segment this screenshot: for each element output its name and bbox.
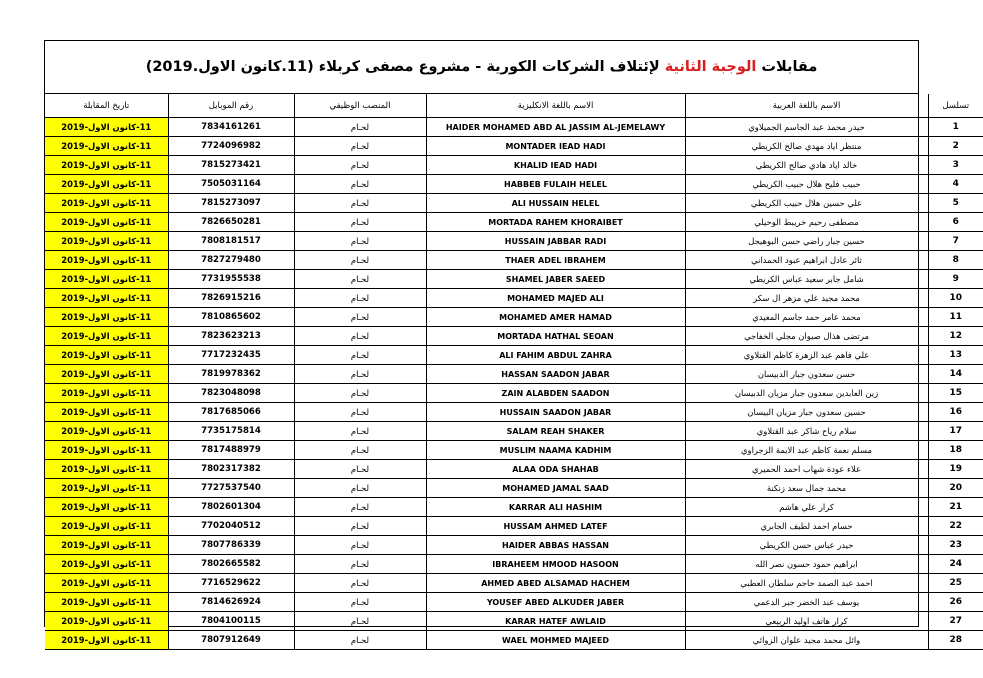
cell-seq: 23 xyxy=(928,536,983,555)
cell-arabic-name: حسين سعدون جبار مزيان البيسان xyxy=(685,403,928,422)
cell-position: لحـام xyxy=(294,156,426,175)
cell-english-name: MOHAMED JAMAL SAAD xyxy=(426,479,685,498)
cell-arabic-name: مرتضى هذال صيوان مجلي الخفاجي xyxy=(685,327,928,346)
cell-date: 11-كانون الاول-2019 xyxy=(45,251,168,270)
cell-date: 11-كانون الاول-2019 xyxy=(45,289,168,308)
cell-position: لحـام xyxy=(294,232,426,251)
cell-seq: 18 xyxy=(928,441,983,460)
cell-seq: 13 xyxy=(928,346,983,365)
cell-arabic-name: كرار هاتف اوليد الربيعي xyxy=(685,612,928,631)
cell-position: لحـام xyxy=(294,213,426,232)
table-row xyxy=(45,289,983,308)
cell-date: 11-كانون الاول-2019 xyxy=(45,422,168,441)
cell-position: لحـام xyxy=(294,593,426,612)
cell-mobile: 7817685066 xyxy=(168,403,294,422)
cell-date: 11-كانون الاول-2019 xyxy=(45,270,168,289)
cell-position: لحـام xyxy=(294,403,426,422)
cell-position: لحـام xyxy=(294,251,426,270)
table-row xyxy=(45,612,983,631)
cell-seq: 25 xyxy=(928,574,983,593)
table-row xyxy=(45,346,983,365)
cell-arabic-name: محمد جمال سعد زنكنة xyxy=(685,479,928,498)
cell-position: لحـام xyxy=(294,441,426,460)
cell-arabic-name: خالد اياد هادي صالح الكريطي xyxy=(685,156,928,175)
cell-position: لحـام xyxy=(294,289,426,308)
cell-date: 11-كانون الاول-2019 xyxy=(45,346,168,365)
cell-mobile: 7802317382 xyxy=(168,460,294,479)
cell-seq: 12 xyxy=(928,327,983,346)
cell-english-name: ZAIN ALABDEN SAADON xyxy=(426,384,685,403)
cell-date: 11-كانون الاول-2019 xyxy=(45,213,168,232)
table-row xyxy=(45,137,983,156)
table-row xyxy=(45,156,983,175)
cell-date: 11-كانون الاول-2019 xyxy=(45,118,168,137)
cell-position: لحـام xyxy=(294,327,426,346)
table-row xyxy=(45,384,983,403)
cell-english-name: HUSSAIN JABBAR RADI xyxy=(426,232,685,251)
cell-english-name: SHAMEL JABER SAEED xyxy=(426,270,685,289)
cell-date: 11-كانون الاول-2019 xyxy=(45,460,168,479)
cell-seq: 24 xyxy=(928,555,983,574)
cell-position: لحـام xyxy=(294,631,426,650)
cell-date: 11-كانون الاول-2019 xyxy=(45,175,168,194)
cell-seq: 9 xyxy=(928,270,983,289)
cell-position: لحـام xyxy=(294,479,426,498)
cell-mobile: 7802665582 xyxy=(168,555,294,574)
header-arabic-name: الاسم باللغة العربية xyxy=(685,94,928,118)
cell-mobile: 7807786339 xyxy=(168,536,294,555)
cell-mobile: 7735175814 xyxy=(168,422,294,441)
cell-date: 11-كانون الاول-2019 xyxy=(45,593,168,612)
table-row xyxy=(45,327,983,346)
cell-position: لحـام xyxy=(294,536,426,555)
cell-arabic-name: يوسف عبد الخضر جبر الدعمي xyxy=(685,593,928,612)
cell-seq: 3 xyxy=(928,156,983,175)
table-row xyxy=(45,631,983,650)
cell-arabic-name: وائل محمد مجيد علوان الزوائي xyxy=(685,631,928,650)
cell-arabic-name: مصطفى رحيم خريبط الوحيلي xyxy=(685,213,928,232)
cell-arabic-name: سلام رياح شاكر عبد القتلاوي xyxy=(685,422,928,441)
cell-english-name: YOUSEF ABED ALKUDER JABER xyxy=(426,593,685,612)
cell-arabic-name: احمد عبد الصمد حاجم سلطان العطبي xyxy=(685,574,928,593)
cell-arabic-name: علاء عودة شهاب احمد الحميري xyxy=(685,460,928,479)
cell-arabic-name: ابراهيم حمود حسون نصر الله xyxy=(685,555,928,574)
cell-arabic-name: حسين جبار راضي حسن البوهيجل xyxy=(685,232,928,251)
cell-mobile: 7817488979 xyxy=(168,441,294,460)
table-row xyxy=(45,194,983,213)
cell-seq: 14 xyxy=(928,365,983,384)
table-row xyxy=(45,251,983,270)
cell-mobile: 7810865602 xyxy=(168,308,294,327)
cell-english-name: HAIDER ABBAS HASSAN xyxy=(426,536,685,555)
cell-arabic-name: محمد عامر حمد جاسم المعيدي xyxy=(685,308,928,327)
cell-position: لحـام xyxy=(294,555,426,574)
cell-mobile: 7802601304 xyxy=(168,498,294,517)
table-row xyxy=(45,232,983,251)
cell-arabic-name: كرار علي هاشم xyxy=(685,498,928,517)
table-row xyxy=(45,479,983,498)
cell-mobile: 7731955538 xyxy=(168,270,294,289)
cell-mobile: 7826650281 xyxy=(168,213,294,232)
cell-arabic-name: حسن سعدون جبار الدبيسان xyxy=(685,365,928,384)
cell-arabic-name: حيدر محمد عبد الجاسم الجميلاوي xyxy=(685,118,928,137)
cell-seq: 20 xyxy=(928,479,983,498)
cell-date: 11-كانون الاول-2019 xyxy=(45,308,168,327)
table-row xyxy=(45,536,983,555)
cell-seq: 22 xyxy=(928,517,983,536)
cell-arabic-name: علي فاهم عبد الزهرة كاظم القتلاوي xyxy=(685,346,928,365)
cell-mobile: 7823623213 xyxy=(168,327,294,346)
cell-date: 11-كانون الاول-2019 xyxy=(45,631,168,650)
cell-arabic-name: مسلم نعمة كاظم عبد الايمة الزجراوي xyxy=(685,441,928,460)
cell-mobile: 7815273421 xyxy=(168,156,294,175)
cell-position: لحـام xyxy=(294,422,426,441)
cell-arabic-name: علي حسين هلال حبيب الكريطي xyxy=(685,194,928,213)
cell-english-name: KARAR HATEF AWLAID xyxy=(426,612,685,631)
table-row xyxy=(45,555,983,574)
header-english-name: الاسم باللغة الانكليزية xyxy=(426,94,685,118)
title-highlight: الوجبة الثانية xyxy=(664,59,757,75)
cell-english-name: HUSSAM AHMED LATEF xyxy=(426,517,685,536)
cell-date: 11-كانون الاول-2019 xyxy=(45,232,168,251)
cell-position: لحـام xyxy=(294,308,426,327)
cell-english-name: ALI HUSSAIN HELEL xyxy=(426,194,685,213)
cell-date: 11-كانون الاول-2019 xyxy=(45,365,168,384)
cell-english-name: MONTADER IEAD HADI xyxy=(426,137,685,156)
cell-mobile: 7717232435 xyxy=(168,346,294,365)
cell-english-name: THAER ADEL IBRAHEM xyxy=(426,251,685,270)
table-header-row xyxy=(45,94,983,118)
cell-position: لحـام xyxy=(294,175,426,194)
cell-seq: 27 xyxy=(928,612,983,631)
title-part1: مقابلات xyxy=(761,59,818,75)
cell-mobile: 7804100115 xyxy=(168,612,294,631)
cell-english-name: HAIDER MOHAMED ABD AL JASSIM AL-JEMELAWY xyxy=(426,118,685,137)
cell-seq: 4 xyxy=(928,175,983,194)
cell-position: لحـام xyxy=(294,365,426,384)
cell-seq: 6 xyxy=(928,213,983,232)
cell-seq: 16 xyxy=(928,403,983,422)
cell-english-name: MOHAMED MAJED ALI xyxy=(426,289,685,308)
document-sheet xyxy=(44,40,970,645)
title-part2: لإئتلاف الشركات الكورية - مشروع مصفى كربلاء (11.كانون الاول.2019) xyxy=(145,59,660,75)
cell-english-name: HABBEB FULAIH HELEL xyxy=(426,175,685,194)
cell-mobile: 7716529622 xyxy=(168,574,294,593)
cell-arabic-name: حيدر عباس حسن الكريطي xyxy=(685,536,928,555)
cell-arabic-name: محمد مجيد علي مزهر ال سكر xyxy=(685,289,928,308)
cell-arabic-name: شامل جابر سعيد عباس الكريطي xyxy=(685,270,928,289)
cell-english-name: WAEL MOHMED MAJEED xyxy=(426,631,685,650)
table-row xyxy=(45,365,983,384)
cell-date: 11-كانون الاول-2019 xyxy=(45,536,168,555)
cell-seq: 2 xyxy=(928,137,983,156)
cell-arabic-name: زين العابدين سعدون جبار مزيان الدبيسان xyxy=(685,384,928,403)
cell-english-name: HASSAN SAADON JABAR xyxy=(426,365,685,384)
cell-date: 11-كانون الاول-2019 xyxy=(45,384,168,403)
cell-english-name: HUSSAIN SAADON JABAR xyxy=(426,403,685,422)
cell-english-name: KARRAR ALI HASHIM xyxy=(426,498,685,517)
cell-seq: 21 xyxy=(928,498,983,517)
table-row xyxy=(45,403,983,422)
cell-arabic-name: حبيب فليح هلال حبيب الكريطي xyxy=(685,175,928,194)
cell-english-name: MORTADA RAHEM KHORAIBET xyxy=(426,213,685,232)
cell-mobile: 7826915216 xyxy=(168,289,294,308)
header-mobile: رقم الموبايل xyxy=(168,94,294,118)
cell-position: لحـام xyxy=(294,574,426,593)
table-row xyxy=(45,270,983,289)
cell-position: لحـام xyxy=(294,517,426,536)
cell-english-name: IBRAHEEM HMOOD HASOON xyxy=(426,555,685,574)
cell-english-name: MUSLIM NAAMA KADHIM xyxy=(426,441,685,460)
cell-mobile: 7814626924 xyxy=(168,593,294,612)
cell-mobile: 7505031164 xyxy=(168,175,294,194)
cell-position: لحـام xyxy=(294,498,426,517)
cell-english-name: MOHAMED AMER HAMAD xyxy=(426,308,685,327)
table-row xyxy=(45,308,983,327)
cell-position: لحـام xyxy=(294,118,426,137)
table-row xyxy=(45,175,983,194)
cell-mobile: 7702040512 xyxy=(168,517,294,536)
table-row xyxy=(45,593,983,612)
cell-seq: 11 xyxy=(928,308,983,327)
cell-arabic-name: حسام احمد لطيف الجابري xyxy=(685,517,928,536)
cell-date: 11-كانون الاول-2019 xyxy=(45,403,168,422)
cell-date: 11-كانون الاول-2019 xyxy=(45,327,168,346)
cell-date: 11-كانون الاول-2019 xyxy=(45,574,168,593)
cell-mobile: 7834161261 xyxy=(168,118,294,137)
cell-position: لحـام xyxy=(294,460,426,479)
cell-position: لحـام xyxy=(294,384,426,403)
table-row xyxy=(45,517,983,536)
cell-mobile: 7808181517 xyxy=(168,232,294,251)
cell-seq: 26 xyxy=(928,593,983,612)
cell-mobile: 7724096982 xyxy=(168,137,294,156)
cell-seq: 15 xyxy=(928,384,983,403)
header-position: المنصب الوظيفي xyxy=(294,94,426,118)
header-date: تاريخ المقابلة xyxy=(45,94,168,118)
cell-date: 11-كانون الاول-2019 xyxy=(45,517,168,536)
table-row xyxy=(45,422,983,441)
cell-date: 11-كانون الاول-2019 xyxy=(45,555,168,574)
cell-english-name: KHALID IEAD HADI xyxy=(426,156,685,175)
cell-date: 11-كانون الاول-2019 xyxy=(45,441,168,460)
cell-mobile: 7807912649 xyxy=(168,631,294,650)
cell-mobile: 7823048098 xyxy=(168,384,294,403)
cell-seq: 28 xyxy=(928,631,983,650)
page-title xyxy=(45,41,918,94)
cell-english-name: SALAM REAH SHAKER xyxy=(426,422,685,441)
cell-position: لحـام xyxy=(294,137,426,156)
cell-date: 11-كانون الاول-2019 xyxy=(45,156,168,175)
cell-mobile: 7727537540 xyxy=(168,479,294,498)
cell-date: 11-كانون الاول-2019 xyxy=(45,612,168,631)
cell-english-name: MORTADA HATHAL SEOAN xyxy=(426,327,685,346)
cell-seq: 1 xyxy=(928,118,983,137)
cell-english-name: ALI FAHIM ABDUL ZAHRA xyxy=(426,346,685,365)
cell-seq: 17 xyxy=(928,422,983,441)
cell-position: لحـام xyxy=(294,270,426,289)
cell-seq: 10 xyxy=(928,289,983,308)
cell-mobile: 7819978362 xyxy=(168,365,294,384)
interview-table xyxy=(45,94,983,650)
cell-position: لحـام xyxy=(294,346,426,365)
cell-date: 11-كانون الاول-2019 xyxy=(45,498,168,517)
cell-arabic-name: منتظر اياد مهدي صالح الكريطي xyxy=(685,137,928,156)
cell-seq: 5 xyxy=(928,194,983,213)
cell-date: 11-كانون الاول-2019 xyxy=(45,137,168,156)
cell-mobile: 7827279480 xyxy=(168,251,294,270)
cell-arabic-name: ثائر عادل ابراهيم عبود الحمداني xyxy=(685,251,928,270)
table-row xyxy=(45,498,983,517)
cell-date: 11-كانون الاول-2019 xyxy=(45,479,168,498)
header-seq: تسلسل xyxy=(928,94,983,118)
cell-mobile: 7815273097 xyxy=(168,194,294,213)
cell-seq: 8 xyxy=(928,251,983,270)
cell-english-name: AHMED ABED ALSAMAD HACHEM xyxy=(426,574,685,593)
cell-seq: 7 xyxy=(928,232,983,251)
cell-date: 11-كانون الاول-2019 xyxy=(45,194,168,213)
cell-position: لحـام xyxy=(294,612,426,631)
cell-seq: 19 xyxy=(928,460,983,479)
cell-english-name: ALAA ODA SHAHAB xyxy=(426,460,685,479)
cell-position: لحـام xyxy=(294,194,426,213)
table-row xyxy=(45,460,983,479)
table-row xyxy=(45,441,983,460)
table-row xyxy=(45,574,983,593)
table-row xyxy=(45,213,983,232)
table-row xyxy=(45,118,983,137)
